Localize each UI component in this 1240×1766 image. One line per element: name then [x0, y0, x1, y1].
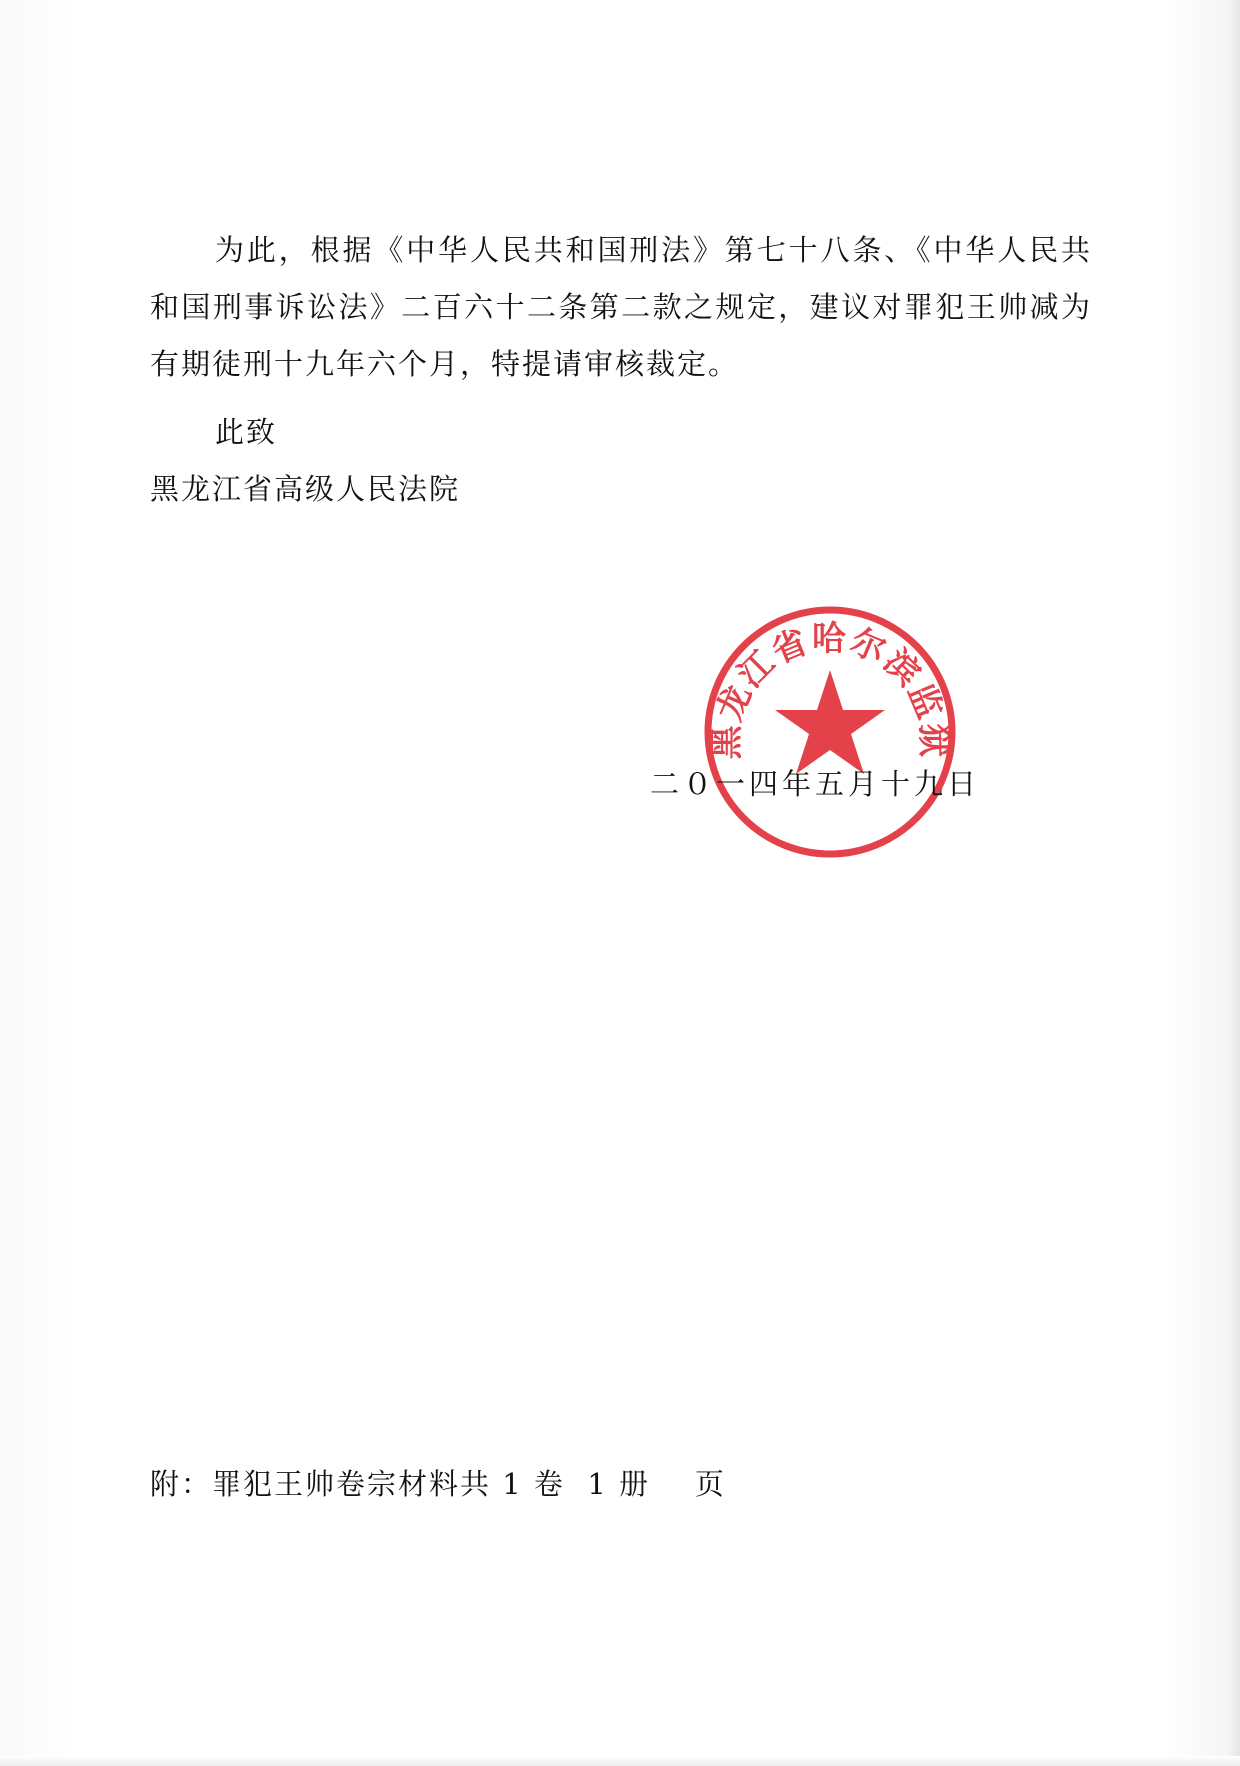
scan-edge-bottom: [0, 1756, 1240, 1766]
official-seal-stamp: [700, 602, 960, 862]
seal-star-icon: [775, 670, 885, 774]
document-date: 二０一四年五月十九日: [650, 767, 981, 801]
attachment-note: 附：罪犯王帅卷宗材料共 1 卷 1 册 页: [150, 1467, 726, 1501]
recipient-court: 黑龙江省高级人民法院: [150, 472, 461, 506]
body-paragraph: 为此，根据《中华人民共和国刑法》第七十八条、《中华人民共和国刑事诉讼法》二百六十二条第二款之规定，建议对罪犯王帅减为有期徒刑十九年六个月，特提请审核裁定。: [150, 233, 1092, 381]
scan-edge-right: [1228, 0, 1240, 1766]
salutation: 此致: [215, 415, 278, 449]
seal-text: 黑龙江省哈尔滨监狱: [706, 618, 954, 760]
